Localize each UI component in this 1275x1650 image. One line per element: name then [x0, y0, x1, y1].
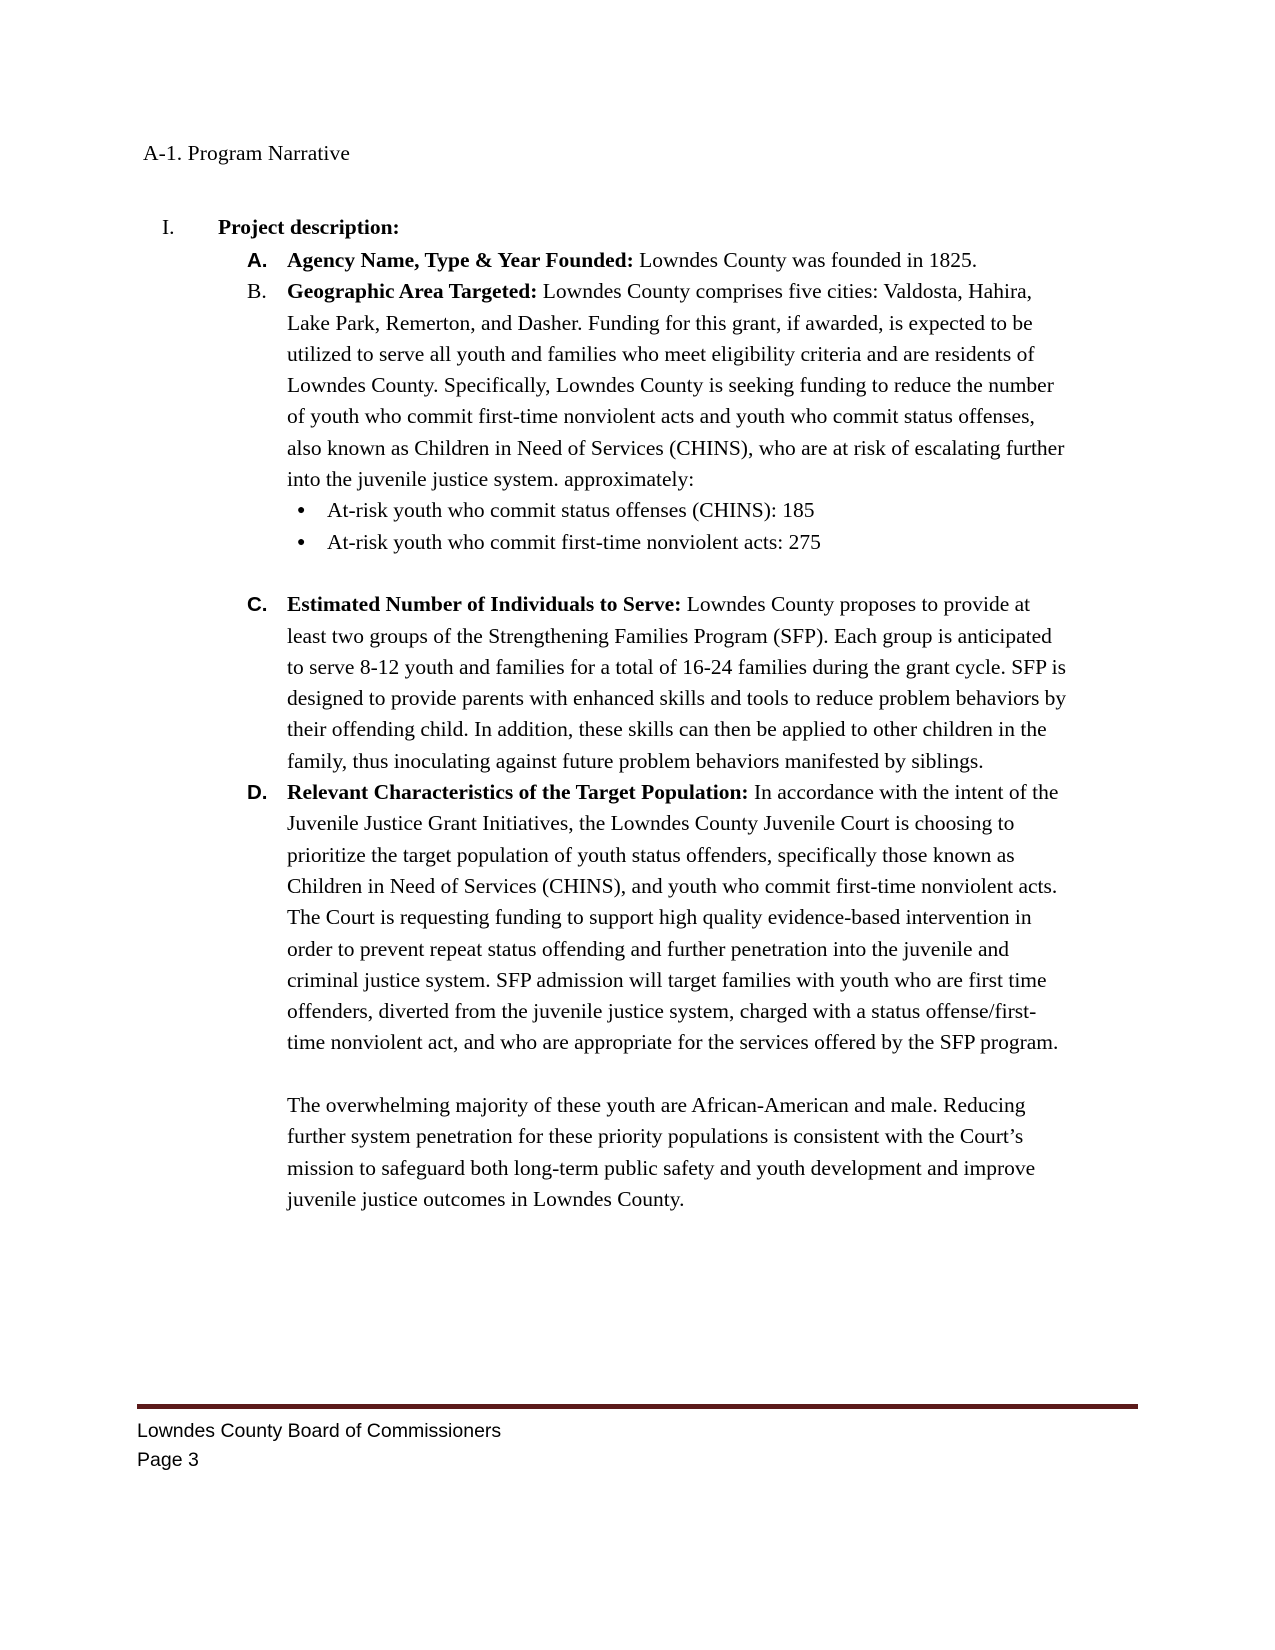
list-item-b [247, 276, 1073, 495]
page-footer [137, 1404, 1138, 1475]
bullet-label: At-risk youth who commit status offenses (CHINS): 185 [327, 498, 815, 523]
closing-paragraph: The overwhelming majority of these youth are African-American and male. Reducing further system penetration for these priority populations is consistent with the Court’s mission to safeguard both long-term public safety and youth development and improve juvenile justice outcomes in Lowndes County. [287, 1093, 1036, 1211]
paragraph-spacer [287, 1059, 1073, 1090]
list-body-a [287, 245, 1073, 276]
list-item-c [247, 589, 1073, 777]
list-text-d: In accordance with the intent of the Juvenile Justice Grant Initiatives, the Lowndes County Juvenile Court is choosing to prioritize the target population of youth status offenders, specifically those known as Children in Need of Services (CHINS), and youth who commit first-time nonviolent acts. The Court is requesting funding to support high quality evidence-based intervention in order to prevent repeat status offending and further penetration into the juvenile and criminal justice system. SFP admission will target families with youth who are first time offenders, diverted from the juvenile justice system, charged with a status offense/first-time nonviolent act, and who are appropriate for the services offered by the SFP program. [287, 780, 1059, 1055]
list-text-c: Lowndes County proposes to provide at least two groups of the Strengthening Families Program (SFP). Each group is anticipated to serve 8-12 youth and families for a total of 16-24 families during the grant cycle. SFP is designed to provide parents with enhanced skills and tools to reduce problem behaviors by their offending child. In addition, these skills can then be applied to other children in the family, thus inoculating against future problem behaviors manifested by siblings. [287, 592, 1067, 773]
bullet-label: At-risk youth who commit first-time nonviolent acts: 275 [327, 529, 821, 554]
list-marker-a: A. [247, 249, 268, 272]
bullet-icon: ● [297, 534, 306, 550]
list-lead-c: Estimated Number of Individuals to Serve: [287, 592, 682, 617]
paragraph-spacer [247, 558, 1073, 589]
lettered-list [143, 245, 1073, 1215]
list-marker-c: C. [247, 593, 268, 617]
list-body-d [287, 777, 1073, 1215]
section-heading-row [143, 212, 1073, 243]
list-body-b [287, 276, 1073, 495]
list-item-a [247, 245, 1073, 276]
list-text-a: Lowndes County was founded in 1825. [633, 248, 978, 272]
list-text-b: Lowndes County comprises five cities: Valdosta, Hahira, Lake Park, Remerton, and Dasher. Funding for this grant, if awarded, is expected to be utilized to serve all youth and families who meet eligibility criteria and are residents of Lowndes County. Specifically, Lowndes County is seeking funding to reduce the number of youth who commit first-time nonviolent acts and youth who commit status offenses, also known as Children in Need of Services (CHINS), who are at risk of escalating further into the juvenile justice system. approximately: [287, 279, 1065, 492]
list-marker-d: D. [247, 781, 268, 805]
footer-page-number: Page 3 [137, 1449, 199, 1471]
page-title: A-1. Program Narrative [143, 141, 350, 165]
target-counts-list [247, 495, 1073, 558]
footer-organization: Lowndes County Board of Commissioners [137, 1420, 502, 1442]
list-body-c [287, 589, 1073, 777]
list-item-d [247, 777, 1073, 1215]
bullet-icon: ● [297, 503, 306, 519]
list-item [289, 495, 1073, 526]
section-title: Project description: [218, 215, 400, 239]
list-marker-b: B. [247, 279, 267, 304]
list-lead-a: Agency Name, Type & Year Founded: [287, 248, 634, 272]
roman-marker: I. [162, 215, 175, 239]
list-lead-b: Geographic Area Targeted: [287, 279, 538, 304]
list-item [289, 527, 1073, 558]
list-lead-d: Relevant Characteristics of the Target Population: [287, 780, 749, 805]
project-description-section [143, 212, 1073, 1215]
